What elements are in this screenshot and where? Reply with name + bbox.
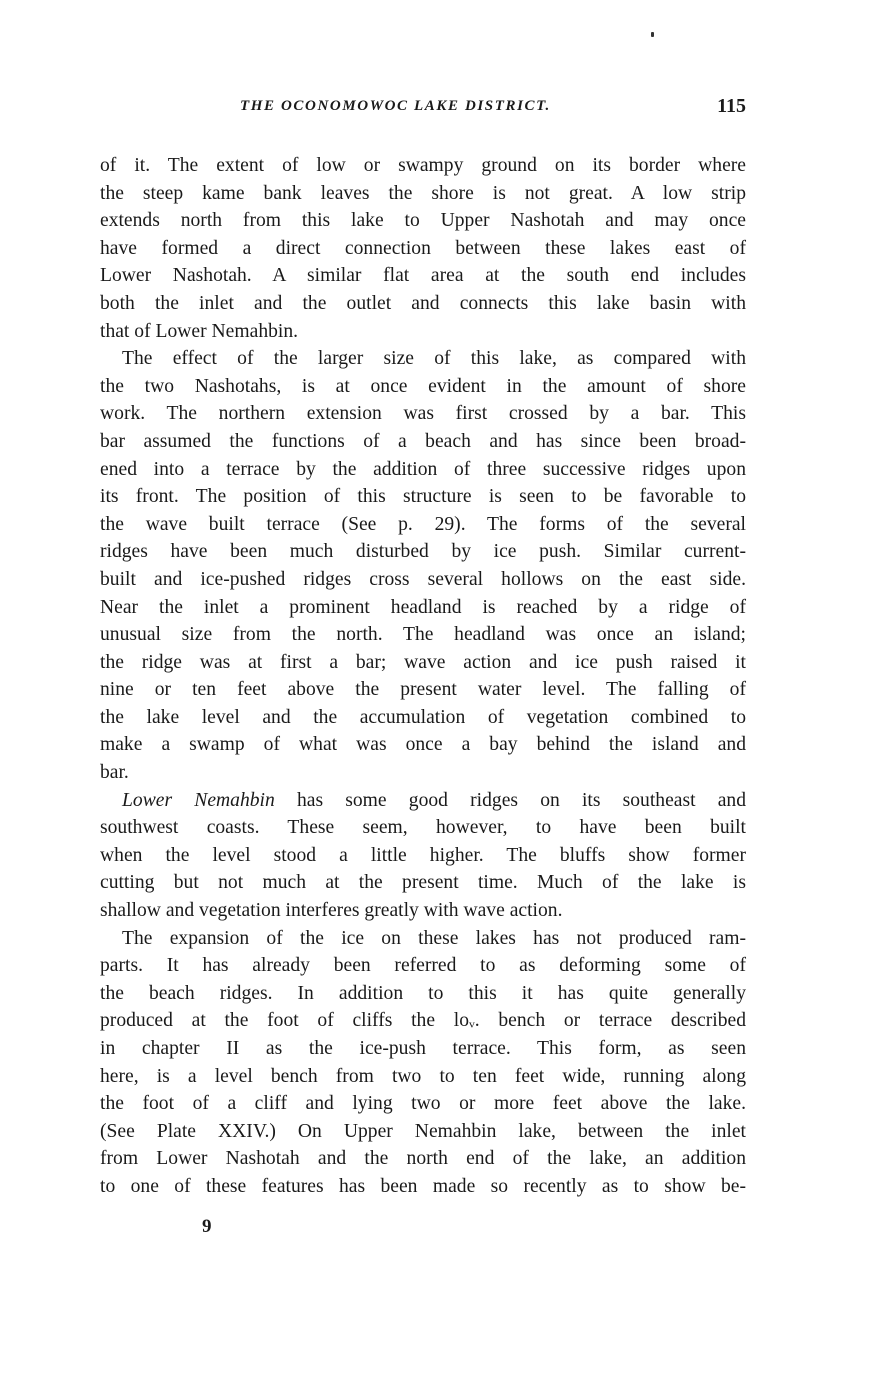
text-line: built and ice-pushed ridges cross several hollows on the east side.	[100, 568, 746, 590]
text-line: the ridge was at first a bar; wave action and ice push raised it	[100, 651, 746, 673]
page-number: 115	[717, 95, 746, 117]
signature-mark: 9	[202, 1216, 212, 1237]
text-line: ened into a terrace by the addition of three successive ridges upon	[100, 458, 746, 480]
text-line: its front. The position of this structure is seen to be favorable to	[100, 486, 746, 508]
text-line: the steep kame bank leaves the shore is not great. A low strip	[100, 182, 746, 204]
text-line: here, is a level bench from two to ten feet wide, running along	[100, 1065, 746, 1087]
text-line: that of Lower Nemahbin.	[100, 320, 299, 342]
text-line: both the inlet and the outlet and connects this lake basin with	[100, 292, 746, 314]
text-line: in chapter II as the ice-push terrace. This form, as seen	[100, 1038, 746, 1059]
text-line: southwest coasts. These seem, however, to have been built	[100, 817, 746, 839]
text-line: when the level stood a little higher. The bluffs show former	[100, 844, 746, 866]
running-head	[100, 95, 750, 124]
paragraph-2	[100, 345, 746, 787]
text-line	[100, 787, 746, 815]
text-line: produced at the foot of cliffs the loᵥ. bench or terrace described	[100, 1010, 746, 1032]
text-line: ridges have been much disturbed by ice push. Similar current-	[100, 541, 746, 563]
running-title: THE OCONOMOWOC LAKE DISTRICT.	[240, 98, 551, 114]
text-line: The expansion of the ice on these lakes has not produced ram-	[122, 927, 746, 949]
text-line: the lake level and the accumulation of vegetation combined to	[100, 706, 746, 728]
text-line: The effect of the larger size of this lake, as compared with	[122, 348, 746, 370]
text-line: the two Nashotahs, is at once evident in the amount of shore	[100, 375, 746, 397]
body-text	[100, 152, 746, 1201]
paragraph-3	[100, 787, 746, 925]
text-line: cutting but not much at the present time. Much of the lake is	[100, 872, 746, 894]
text-line: work. The northern extension was first crossed by a bar. This	[100, 403, 746, 425]
text-line: have formed a direct connection between these lakes east of	[100, 237, 746, 259]
text-line: extends north from this lake to Upper Nashotah and may once	[100, 210, 746, 232]
text-line: Lower Nashotah. A similar flat area at the south end includes	[100, 265, 746, 287]
text-line: the foot of a cliff and lying two or more feet above the lake.	[100, 1093, 746, 1115]
text-line: Near the inlet a prominent headland is reached by a ridge of	[100, 596, 746, 618]
print-speck	[651, 32, 654, 37]
text-line: bar assumed the functions of a beach and has since been broad-	[100, 430, 746, 452]
text-line: the wave built terrace (See p. 29). The forms of the several	[100, 513, 746, 535]
text-line: parts. It has already been referred to as deforming some of	[100, 955, 746, 977]
paragraph-4	[100, 925, 746, 1201]
text-line: (See Plate XXIV.) On Upper Nemahbin lake, between the inlet	[100, 1120, 746, 1142]
text-line: the beach ridges. In addition to this it has quite generally	[100, 982, 746, 1004]
paragraph-1	[100, 152, 746, 345]
text-line: make a swamp of what was once a bay behind the island and	[100, 734, 746, 756]
text-line: shallow and vegetation interferes greatly with wave action.	[100, 900, 563, 922]
text-line: bar.	[100, 762, 129, 784]
text-line-rest: has some good ridges on its southeast and	[274, 789, 747, 811]
text-line: unusual size from the north. The headland was once an island;	[100, 624, 746, 646]
text-line: from Lower Nashotah and the north end of the lake, an addition	[100, 1148, 746, 1170]
lake-name-italic: Lower Nemahbin	[122, 789, 275, 811]
text-line: to one of these features has been made so recently as to show be-	[100, 1175, 746, 1197]
text-line: of it. The extent of low or swampy ground on its border where	[100, 155, 746, 176]
text-line: nine or ten feet above the present water level. The falling of	[100, 679, 746, 701]
